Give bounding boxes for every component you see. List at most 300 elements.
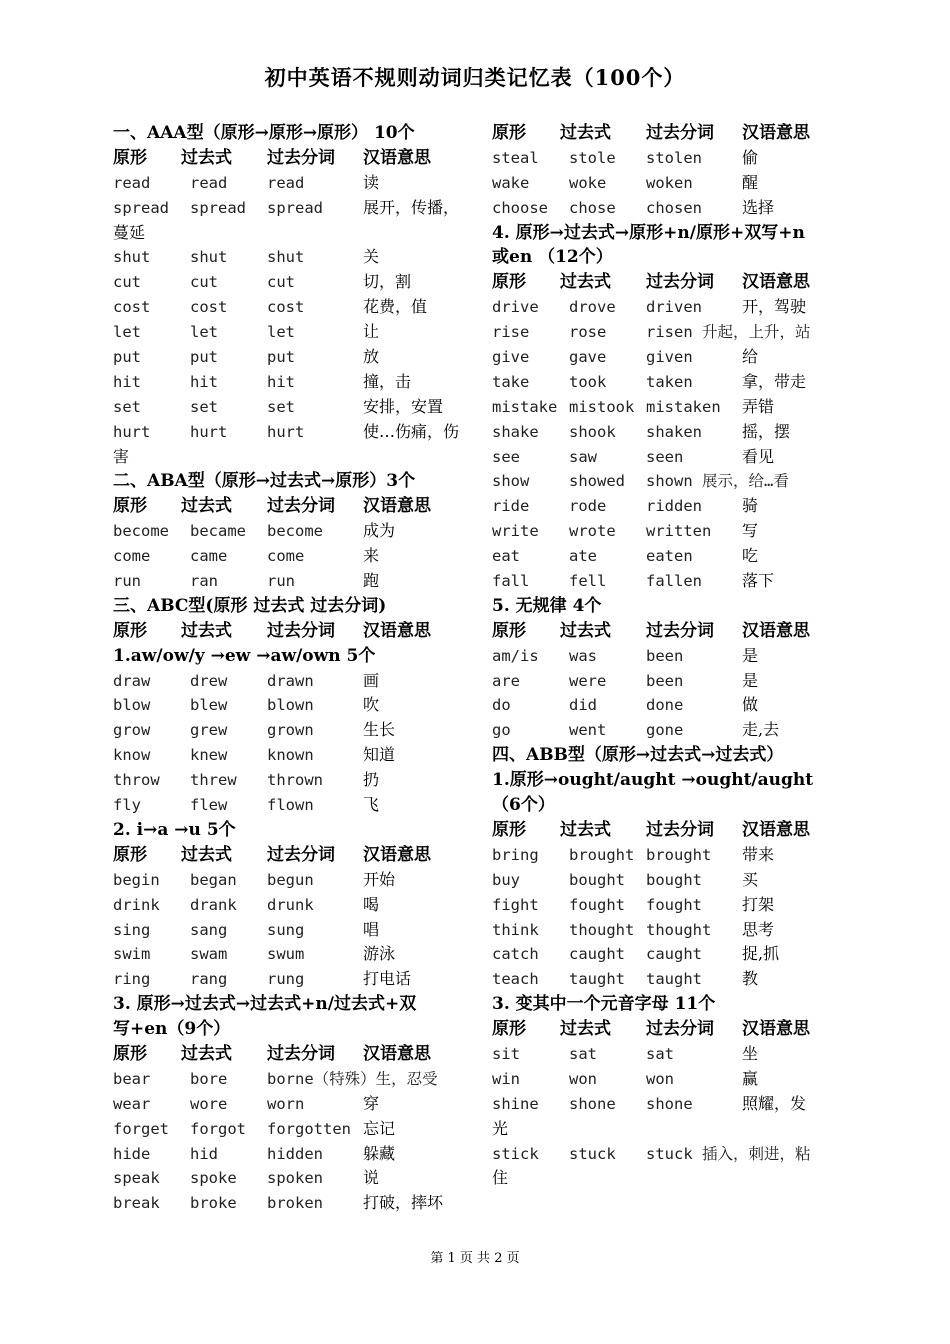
past-tense-header: 过去式 xyxy=(560,272,611,293)
chinese-meaning-cell: 成为 xyxy=(363,521,396,541)
chinese-meaning-cell: 偷 xyxy=(742,147,759,167)
past-tense-header: 过去式 xyxy=(181,620,232,641)
table-row xyxy=(113,569,483,594)
table-row xyxy=(113,793,483,818)
table-row xyxy=(113,1117,483,1142)
table-row xyxy=(492,1092,862,1117)
past-tense-cell: drew xyxy=(190,671,228,690)
table-row xyxy=(113,196,483,221)
chinese-meaning-header: 汉语意思 xyxy=(363,1043,431,1064)
past-participle-cell: swum xyxy=(267,945,305,964)
past-tense-cell: stole xyxy=(569,148,616,167)
table-row xyxy=(113,320,483,345)
past-tense-cell: grew xyxy=(190,721,228,740)
chinese-meaning-cell: 放 xyxy=(363,347,380,367)
past-tense-cell: put xyxy=(190,348,218,367)
table-row xyxy=(113,743,483,768)
chinese-meaning-cell: 花费，值 xyxy=(363,297,428,317)
base-form-cell: throw xyxy=(113,771,160,790)
section-heading: 5. 无规律 4个 xyxy=(492,595,602,616)
table-row xyxy=(492,569,862,594)
base-form-cell: sit xyxy=(492,1044,520,1063)
table-row xyxy=(113,1067,483,1092)
table-header xyxy=(113,1042,483,1067)
chinese-meaning-cell: 是 xyxy=(742,645,759,665)
base-form-cell: am/is xyxy=(492,646,539,665)
base-form-cell: bring xyxy=(492,845,539,864)
past-tense-cell: flew xyxy=(190,796,228,815)
past-tense-cell: ate xyxy=(569,547,597,566)
past-tense-cell: brought xyxy=(569,845,635,864)
chinese-meaning-header: 汉语意思 xyxy=(742,1019,810,1040)
chinese-meaning-cell: 吹 xyxy=(363,695,380,715)
table-row xyxy=(492,1042,862,1067)
past-tense-cell: fell xyxy=(569,572,607,591)
past-participle-cell: eaten xyxy=(646,547,693,566)
section-heading: 一、AAA型（原形→原形→原形） 10个 xyxy=(113,123,415,143)
table-row xyxy=(113,270,483,295)
chinese-meaning-cell: 躲藏 xyxy=(363,1143,396,1163)
past-participle-cell: caught xyxy=(646,945,702,964)
section-heading: 或en （12个） xyxy=(492,247,613,268)
past-tense-cell: went xyxy=(569,721,607,740)
past-tense-cell: shone xyxy=(569,1094,616,1113)
chinese-meaning-cell: 拿，带走 xyxy=(742,371,807,391)
table-row xyxy=(492,295,862,320)
chinese-meaning-cell: 扔 xyxy=(363,770,380,790)
past-tense-cell: sang xyxy=(190,920,228,939)
past-tense-cell: shut xyxy=(190,248,228,267)
past-tense-cell: chose xyxy=(569,198,616,217)
base-form-header: 原形 xyxy=(113,620,147,641)
base-form-cell: spread xyxy=(113,198,169,217)
base-form-cell: rise xyxy=(492,323,530,342)
base-form-cell: eat xyxy=(492,547,520,566)
past-participle-cell: grown xyxy=(267,721,314,740)
past-participle-header: 过去分词 xyxy=(267,147,335,168)
section-heading: 3. 原形→过去式→过去式+n/过去式+双 xyxy=(113,994,417,1015)
past-participle-cell: blown xyxy=(267,696,314,715)
past-tense-cell: thought xyxy=(569,920,635,939)
base-form-cell: steal xyxy=(492,148,539,167)
table-row xyxy=(492,644,862,669)
past-tense-cell: bore xyxy=(190,1069,228,1088)
past-participle-cell: shaken xyxy=(646,422,702,441)
past-participle-cell: put xyxy=(267,348,295,367)
chinese-meaning-header: 汉语意思 xyxy=(363,496,431,517)
base-form-cell: put xyxy=(113,348,141,367)
chinese-meaning-cell: 坐 xyxy=(742,1043,759,1063)
chinese-meaning-cell: 唱 xyxy=(363,919,380,939)
past-participle-cell: thought xyxy=(646,920,712,939)
page-footer: 第 1 页 共 2 页 xyxy=(430,1251,520,1266)
chinese-meaning-cell: 摇，摆 xyxy=(742,421,791,441)
base-form-cell: bear xyxy=(113,1069,151,1088)
past-participle-cell: won xyxy=(646,1069,674,1088)
table-row xyxy=(113,768,483,793)
past-participle-cell: shone xyxy=(646,1094,693,1113)
past-participle-cell: hurt xyxy=(267,422,305,441)
table-row xyxy=(113,1191,483,1216)
section-heading: 2. i→a →u 5个 xyxy=(113,819,236,840)
base-form-cell: wear xyxy=(113,1094,151,1113)
base-form-header: 原形 xyxy=(492,819,526,840)
table-row xyxy=(492,868,862,893)
table-row xyxy=(113,295,483,320)
past-participle-cell: cut xyxy=(267,273,295,292)
base-form-cell: fight xyxy=(492,895,539,914)
past-tense-cell: rode xyxy=(569,497,607,516)
table-row xyxy=(492,420,862,445)
base-form-cell: shake xyxy=(492,422,539,441)
table-row xyxy=(113,718,483,743)
past-tense-cell: spread xyxy=(190,198,246,217)
base-form-cell: draw xyxy=(113,671,151,690)
chinese-meaning-header: 汉语意思 xyxy=(363,844,431,865)
past-tense-cell: swam xyxy=(190,945,228,964)
past-tense-cell: read xyxy=(190,173,228,192)
past-tense-cell: gave xyxy=(569,348,607,367)
past-participle-header: 过去分词 xyxy=(646,272,714,293)
base-form-cell: win xyxy=(492,1069,520,1088)
chinese-meaning-cell: 选择 xyxy=(742,197,775,217)
past-tense-cell: fought xyxy=(569,895,625,914)
past-tense-cell: won xyxy=(569,1069,597,1088)
past-participle-cell: shown 展示，给…看 xyxy=(646,472,789,491)
table-header xyxy=(492,818,862,843)
past-participle-cell: let xyxy=(267,323,295,342)
base-form-header: 原形 xyxy=(113,1043,147,1064)
table-row xyxy=(113,370,483,395)
past-tense-cell: caught xyxy=(569,945,625,964)
table-row xyxy=(113,893,483,918)
base-form-cell: are xyxy=(492,671,520,690)
chinese-meaning-cell: 思考 xyxy=(742,919,775,939)
table-row xyxy=(492,395,862,420)
chinese-meaning-cell: 做 xyxy=(742,695,759,715)
chinese-meaning-cell: 带来 xyxy=(742,844,775,864)
past-tense-cell: threw xyxy=(190,771,237,790)
section-heading: 4. 原形→过去式→原形+n/原形+双写+n xyxy=(492,222,805,243)
table-row xyxy=(113,171,483,196)
table-row xyxy=(113,544,483,569)
chinese-meaning-cell: 打电话 xyxy=(363,969,412,989)
past-tense-cell: saw xyxy=(569,447,597,466)
base-form-header: 原形 xyxy=(492,123,526,143)
table-row xyxy=(492,146,862,171)
base-form-header: 原形 xyxy=(492,1019,526,1040)
past-participle-cell: been xyxy=(646,671,684,690)
table-row xyxy=(492,370,862,395)
past-tense-cell: knew xyxy=(190,746,228,765)
past-participle-cell: ridden xyxy=(646,497,702,516)
chinese-meaning-cell: 是 xyxy=(742,670,759,690)
chinese-meaning-cell: 读 xyxy=(363,172,380,192)
past-participle-cell: given xyxy=(646,348,693,367)
past-tense-header: 过去式 xyxy=(181,844,232,865)
past-tense-cell: took xyxy=(569,372,607,391)
past-tense-cell: ran xyxy=(190,572,218,591)
base-form-cell: let xyxy=(113,323,141,342)
table-row xyxy=(113,868,483,893)
table-row xyxy=(492,469,862,494)
table-row xyxy=(492,967,862,992)
past-participle-cell: come xyxy=(267,547,305,566)
past-participle-header: 过去分词 xyxy=(646,1019,714,1040)
continuation-text: 害 xyxy=(113,446,130,466)
past-participle-cell: cost xyxy=(267,298,305,317)
table-row xyxy=(492,345,862,370)
past-participle-cell: forgotten xyxy=(267,1119,351,1138)
chinese-meaning-header: 汉语意思 xyxy=(742,620,810,641)
section-heading: 三、ABC型(原形 过去式 过去分词) xyxy=(113,595,387,616)
chinese-meaning-cell: 打破，摔坏 xyxy=(363,1193,444,1213)
chinese-meaning-cell: 切，割 xyxy=(363,272,412,292)
past-participle-cell: read xyxy=(267,173,305,192)
past-participle-cell: begun xyxy=(267,870,314,889)
past-participle-cell: stolen xyxy=(646,148,702,167)
chinese-meaning-header: 汉语意思 xyxy=(363,147,431,168)
table-header xyxy=(113,619,483,644)
chinese-meaning-cell: 让 xyxy=(363,322,380,342)
base-form-header: 原形 xyxy=(113,147,147,168)
base-form-cell: go xyxy=(492,721,511,740)
section-heading: 1.原形→ought/aught →ought/aught xyxy=(492,770,814,791)
continuation-text: 蔓延 xyxy=(113,222,146,242)
past-participle-cell: gone xyxy=(646,721,684,740)
past-participle-cell: spoken xyxy=(267,1169,323,1188)
past-participle-cell: spread xyxy=(267,198,323,217)
past-participle-cell: become xyxy=(267,522,323,541)
chinese-meaning-cell: 喝 xyxy=(363,894,380,914)
chinese-meaning-cell: 写 xyxy=(742,521,759,541)
past-participle-cell: thrown xyxy=(267,771,323,790)
chinese-meaning-cell: 知道 xyxy=(363,745,396,765)
table-row xyxy=(492,718,862,743)
table-row xyxy=(492,519,862,544)
past-tense-header: 过去式 xyxy=(181,496,232,517)
table-header xyxy=(492,619,862,644)
chinese-meaning-cell: 教 xyxy=(742,969,759,989)
base-form-cell: buy xyxy=(492,870,520,889)
past-tense-cell: blew xyxy=(190,696,228,715)
past-tense-cell: wore xyxy=(190,1094,228,1113)
chinese-meaning-cell: 看见 xyxy=(742,446,775,466)
past-participle-cell: driven xyxy=(646,298,702,317)
past-participle-cell: sung xyxy=(267,920,305,939)
chinese-meaning-header: 汉语意思 xyxy=(742,819,810,840)
past-participle-cell: fought xyxy=(646,895,702,914)
chinese-meaning-cell: 醒 xyxy=(742,172,759,192)
table-row xyxy=(492,843,862,868)
past-participle-cell: worn xyxy=(267,1094,305,1113)
base-form-cell: choose xyxy=(492,198,548,217)
past-participle-header: 过去分词 xyxy=(267,1043,335,1064)
table-row xyxy=(113,395,483,420)
past-participle-cell: drawn xyxy=(267,671,314,690)
base-form-cell: wake xyxy=(492,173,530,192)
table-row xyxy=(492,669,862,694)
past-tense-cell: drove xyxy=(569,298,616,317)
past-tense-cell: taught xyxy=(569,970,625,989)
base-form-cell: sing xyxy=(113,920,151,939)
base-form-header: 原形 xyxy=(113,496,147,517)
continuation-text: 住 xyxy=(492,1168,509,1188)
table-row xyxy=(492,1067,862,1092)
base-form-cell: break xyxy=(113,1194,160,1213)
past-tense-cell: cut xyxy=(190,273,218,292)
base-form-cell: catch xyxy=(492,945,539,964)
table-row xyxy=(113,1142,483,1167)
chinese-meaning-cell: 跑 xyxy=(363,571,380,591)
chinese-meaning-cell: 开，驾驶 xyxy=(742,297,807,317)
past-participle-cell: done xyxy=(646,696,684,715)
past-tense-cell: shook xyxy=(569,422,616,441)
past-participle-cell: taken xyxy=(646,372,693,391)
past-tense-header: 过去式 xyxy=(560,620,611,641)
base-form-cell: see xyxy=(492,447,520,466)
chinese-meaning-header: 汉语意思 xyxy=(742,123,810,143)
base-form-cell: fly xyxy=(113,796,141,815)
chinese-meaning-cell: 捉,抓 xyxy=(742,944,780,964)
section-heading: 1.aw/ow/y →ew →aw/own 5个 xyxy=(113,645,376,666)
past-participle-cell: chosen xyxy=(646,198,702,217)
base-form-cell: show xyxy=(492,472,530,491)
right-column xyxy=(492,121,862,1191)
past-tense-cell: came xyxy=(190,547,228,566)
chinese-meaning-cell: 弄错 xyxy=(742,396,775,416)
section-heading: 3. 变其中一个元音字母 11个 xyxy=(492,994,716,1015)
past-participle-cell: mistaken xyxy=(646,397,721,416)
table-header xyxy=(492,121,862,146)
past-tense-cell: broke xyxy=(190,1194,237,1213)
table-row xyxy=(113,519,483,544)
past-participle-cell: stuck 插入，刺进，粘 xyxy=(646,1144,811,1163)
chinese-meaning-cell: 打架 xyxy=(742,894,775,914)
table-header xyxy=(113,146,483,171)
chinese-meaning-cell: 开始 xyxy=(363,869,396,889)
past-tense-header: 过去式 xyxy=(181,147,232,168)
base-form-cell: drink xyxy=(113,895,160,914)
chinese-meaning-cell: 买 xyxy=(742,869,759,889)
chinese-meaning-cell: 骑 xyxy=(742,496,759,516)
table-row xyxy=(113,345,483,370)
past-participle-cell: borne（特殊）生，忍受 xyxy=(267,1069,438,1088)
past-participle-cell: rung xyxy=(267,970,305,989)
past-participle-header: 过去分词 xyxy=(646,620,714,641)
chinese-meaning-cell: 关 xyxy=(363,247,380,267)
base-form-cell: begin xyxy=(113,870,160,889)
table-row xyxy=(492,196,862,221)
past-tense-cell: mistook xyxy=(569,397,635,416)
past-tense-cell: hit xyxy=(190,372,218,391)
past-tense-cell: drank xyxy=(190,895,237,914)
base-form-cell: become xyxy=(113,522,169,541)
section-heading: 写+en（9个） xyxy=(113,1019,231,1040)
table-header xyxy=(492,270,862,295)
table-row xyxy=(113,918,483,943)
past-participle-header: 过去分词 xyxy=(267,844,335,865)
base-form-cell: write xyxy=(492,522,539,541)
chinese-meaning-cell: 给 xyxy=(742,347,759,367)
past-participle-cell: flown xyxy=(267,796,314,815)
base-form-cell: read xyxy=(113,173,151,192)
chinese-meaning-cell: 忘记 xyxy=(363,1118,396,1138)
chinese-meaning-cell: 飞 xyxy=(363,795,380,815)
base-form-cell: swim xyxy=(113,945,151,964)
base-form-cell: set xyxy=(113,397,141,416)
past-participle-cell: bought xyxy=(646,870,702,889)
past-tense-header: 过去式 xyxy=(181,1043,232,1064)
chinese-meaning-cell: 生长 xyxy=(363,720,396,740)
past-tense-cell: sat xyxy=(569,1044,597,1063)
chinese-meaning-cell: 来 xyxy=(363,546,380,566)
base-form-cell: take xyxy=(492,372,530,391)
base-form-cell: cost xyxy=(113,298,151,317)
chinese-meaning-cell: 走,去 xyxy=(742,720,780,740)
base-form-cell: hide xyxy=(113,1144,151,1163)
table-row xyxy=(113,967,483,992)
past-participle-header: 过去分词 xyxy=(646,123,714,143)
table-header xyxy=(113,843,483,868)
past-tense-cell: stuck xyxy=(569,1144,616,1163)
past-tense-cell: bought xyxy=(569,870,625,889)
past-tense-cell: cost xyxy=(190,298,228,317)
base-form-cell: ride xyxy=(492,497,530,516)
past-participle-cell: hit xyxy=(267,372,295,391)
base-form-header: 原形 xyxy=(492,272,526,293)
base-form-cell: know xyxy=(113,746,151,765)
table-row xyxy=(113,693,483,718)
past-tense-header: 过去式 xyxy=(560,819,611,840)
past-participle-cell: run xyxy=(267,572,295,591)
table-row xyxy=(113,1092,483,1117)
past-participle-cell: shut xyxy=(267,248,305,267)
past-tense-header: 过去式 xyxy=(560,1019,611,1040)
table-row xyxy=(492,693,862,718)
past-participle-header: 过去分词 xyxy=(646,819,714,840)
table-row xyxy=(492,1142,862,1167)
base-form-cell: hurt xyxy=(113,422,151,441)
chinese-meaning-cell: 使…伤痛，伤 xyxy=(363,421,460,441)
table-row xyxy=(113,1166,483,1191)
past-participle-header: 过去分词 xyxy=(267,620,335,641)
past-tense-cell: did xyxy=(569,696,597,715)
table-header xyxy=(113,494,483,519)
chinese-meaning-cell: 游泳 xyxy=(363,944,396,964)
left-column xyxy=(113,121,483,1216)
past-tense-cell: let xyxy=(190,323,218,342)
page-title: 初中英语不规则动词归类记忆表（100个） xyxy=(264,65,686,90)
base-form-cell: grow xyxy=(113,721,151,740)
base-form-cell: fall xyxy=(492,572,530,591)
table-row xyxy=(492,320,862,345)
past-tense-cell: set xyxy=(190,397,218,416)
base-form-cell: teach xyxy=(492,970,539,989)
past-tense-cell: spoke xyxy=(190,1169,237,1188)
base-form-cell: stick xyxy=(492,1144,539,1163)
base-form-cell: cut xyxy=(113,273,141,292)
past-tense-cell: rang xyxy=(190,970,228,989)
past-participle-cell: hidden xyxy=(267,1144,323,1163)
past-participle-cell: set xyxy=(267,397,295,416)
past-participle-cell: brought xyxy=(646,845,712,864)
base-form-cell: run xyxy=(113,572,141,591)
past-participle-cell: broken xyxy=(267,1194,323,1213)
table-row xyxy=(492,942,862,967)
table-row xyxy=(492,893,862,918)
past-participle-cell: woken xyxy=(646,173,693,192)
